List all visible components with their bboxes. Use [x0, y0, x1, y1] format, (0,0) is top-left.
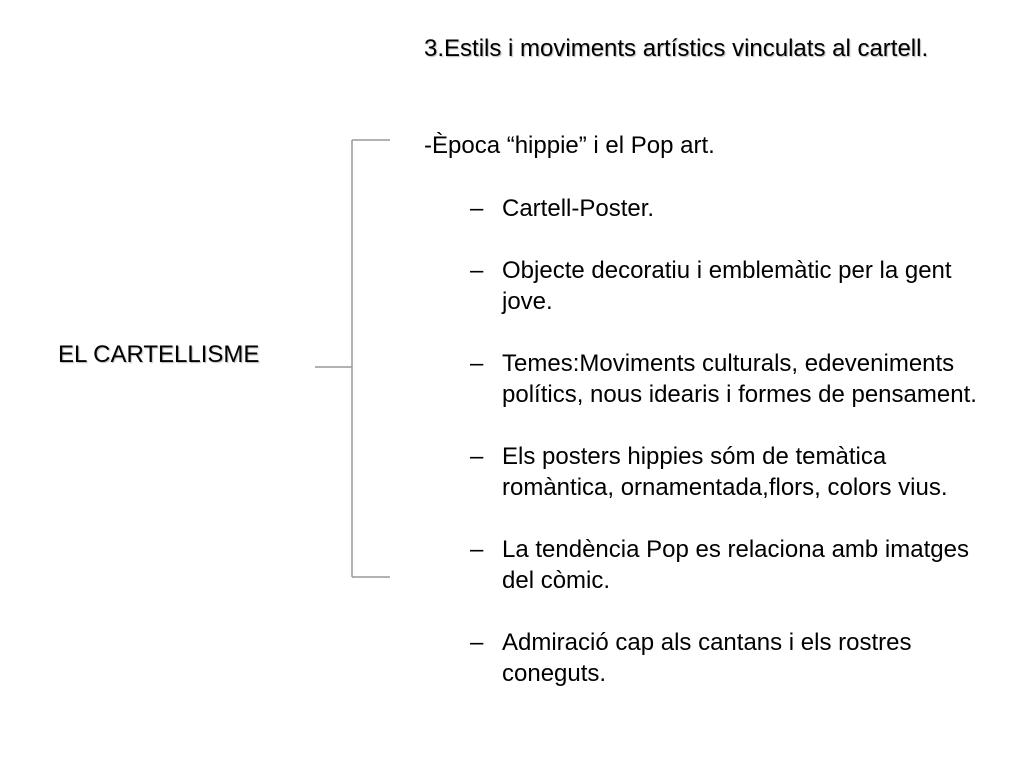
- left-title: EL CARTELLISME: [58, 341, 260, 368]
- dash-icon: –: [470, 443, 484, 470]
- bullet-item: [470, 255, 990, 317]
- section-subheading: -Època “hippie” i el Pop art.: [424, 132, 715, 159]
- dash-icon: –: [470, 257, 484, 284]
- bullet-text: Temes:Moviments culturals, edeveniments polítics, nous idearis i formes de pensament.: [502, 350, 977, 408]
- bullet-item: [470, 441, 990, 503]
- dash-icon: –: [470, 536, 484, 563]
- bullet-list: [470, 193, 990, 720]
- bullet-text: Objecte decoratiu i emblemàtic per la gent jove.: [502, 257, 952, 315]
- bullet-text: Admiració cap als cantans i els rostres coneguts.: [502, 629, 912, 687]
- bullet-item: [470, 534, 990, 596]
- section-heading: 3.Estils i moviments artístics vinculats al cartell.: [424, 35, 929, 62]
- bullet-item: [470, 348, 990, 410]
- bullet-text: Cartell-Poster.: [502, 195, 655, 222]
- bullet-text: La tendència Pop es relaciona amb imatges del còmic.: [502, 536, 969, 594]
- dash-icon: –: [470, 195, 484, 222]
- dash-icon: –: [470, 629, 484, 656]
- bullet-item: [470, 193, 990, 224]
- dash-icon: –: [470, 350, 484, 377]
- bullet-text: Els posters hippies sóm de temàtica romàntica, ornamentada,flors, colors vius.: [502, 443, 948, 501]
- bullet-item: [470, 627, 990, 689]
